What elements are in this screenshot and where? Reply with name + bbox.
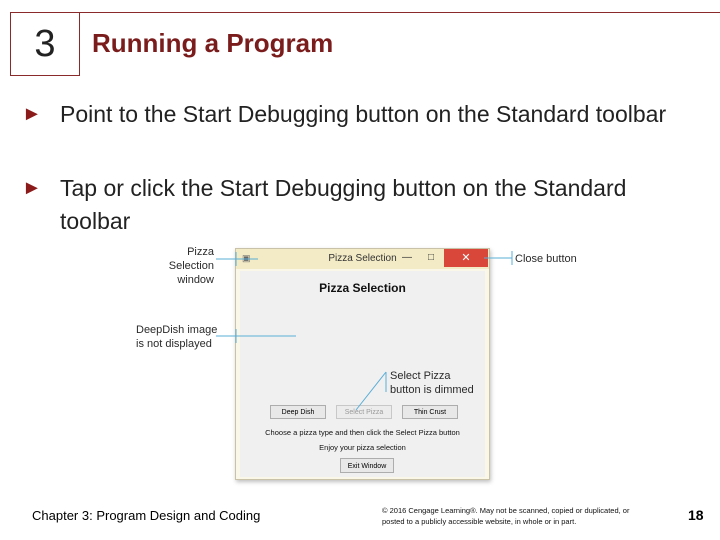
callout-image-line2: is not displayed xyxy=(136,338,212,350)
chapter-number: 3 xyxy=(34,23,56,65)
window-title: Pizza Selection xyxy=(328,253,397,264)
callout-window xyxy=(140,245,214,287)
minimize-icon[interactable]: — xyxy=(402,252,412,263)
bullet-1-text: Point to the Start Debugging button on the Standard toolbar xyxy=(60,101,667,127)
callout-window-line1: Pizza Selection xyxy=(168,246,214,272)
callout-image xyxy=(136,323,217,351)
close-button[interactable]: ✕ xyxy=(444,249,488,267)
window-heading: Pizza Selection xyxy=(319,281,406,295)
callout-dimmed-line2: button is dimmed xyxy=(390,384,474,396)
instruction-label: Choose a pizza type and then click the Select Pizza button xyxy=(265,428,460,437)
result-label: Enjoy your pizza selection xyxy=(319,443,406,452)
footer-chapter: Chapter 3: Program Design and Coding xyxy=(32,508,261,523)
exit-window-button[interactable]: Exit Window xyxy=(340,458,394,473)
callout-close: Close button xyxy=(515,253,577,265)
app-icon: ▣ xyxy=(242,253,251,263)
callout-dimmed xyxy=(390,369,474,397)
maximize-icon[interactable]: □ xyxy=(427,252,435,263)
footer-copyright: © 2016 Cengage Learning®. May not be scanned, copied or duplicated, or posted to a publicly accessible website, in whole or in part. xyxy=(382,506,630,526)
slide-title: Running a Program xyxy=(92,28,334,58)
bullet-arrow-icon: ► xyxy=(22,103,42,125)
select-pizza-button[interactable]: Select Pizza xyxy=(336,405,392,419)
bullet-arrow-icon: ► xyxy=(22,177,42,199)
bullet-2-text: Tap or click the Start Debugging button on the Standard toolbar xyxy=(60,175,627,234)
thin-crust-button[interactable]: Thin Crust xyxy=(402,405,458,419)
deep-dish-button[interactable]: Deep Dish xyxy=(270,405,326,419)
callout-dimmed-line1: Select Pizza xyxy=(390,370,451,382)
callout-image-line1: DeepDish image xyxy=(136,324,218,336)
page-number: 18 xyxy=(688,507,704,523)
callout-window-line2: window xyxy=(177,274,214,286)
